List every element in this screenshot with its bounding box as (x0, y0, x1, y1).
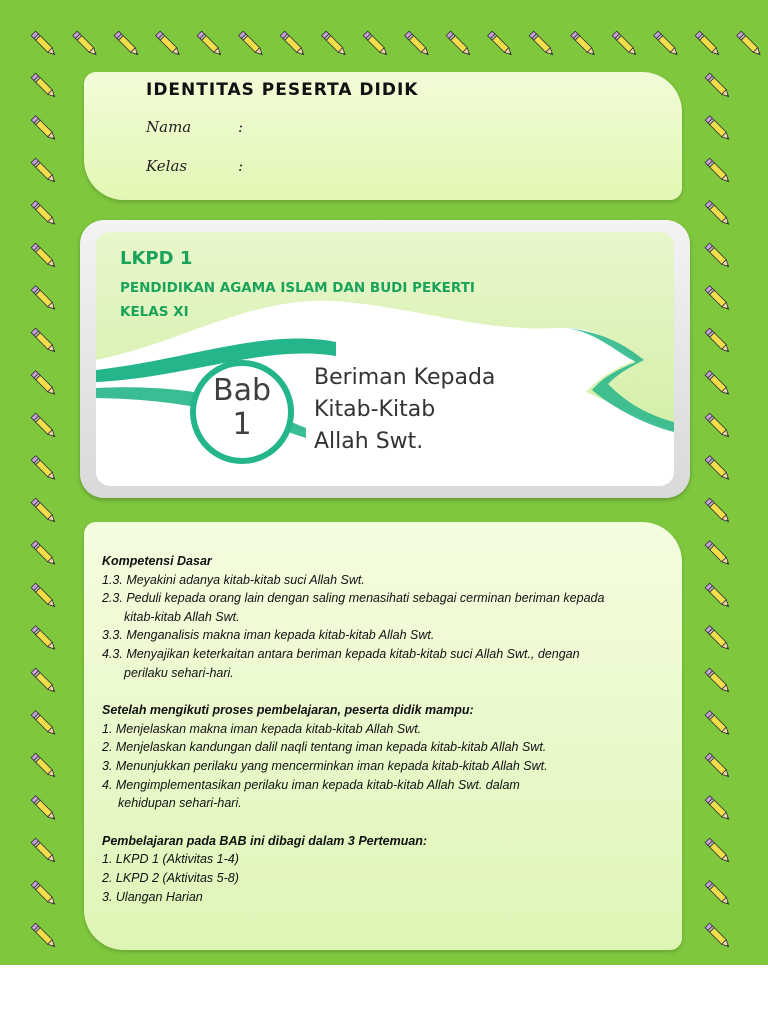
meeting-item: 1. LKPD 1 (Aktivitas 1-4) (102, 852, 239, 867)
meeting-item: 2. LKPD 2 (Aktivitas 5-8) (102, 870, 239, 885)
pencil-icon (695, 31, 721, 57)
pencil-icon (705, 456, 731, 482)
pencil-icon (705, 328, 731, 354)
pencil-icon (31, 286, 57, 312)
pencil-icon (31, 73, 57, 99)
pencil-icon (31, 243, 57, 269)
goal-item-continuation: kehidupan sehari-hari. (118, 796, 242, 811)
pencil-icon (239, 31, 265, 57)
kd-item: 2.3. Peduli kepada orang lain dengan saling menasihati sebagai cerminan beriman kepada (102, 591, 605, 606)
goal-item: 4. Mengimplementasikan perilaku iman kepada kitab-kitab Allah Swt. dalam (102, 777, 520, 792)
kd-item-continuation: perilaku sehari-hari. (124, 665, 234, 680)
pencil-icon (197, 31, 223, 57)
pencil-icon (705, 753, 731, 779)
chapter-badge (190, 360, 294, 464)
pencil-icon (446, 31, 472, 57)
lkpd-number: LKPD 1 (120, 248, 193, 269)
pencil-icon (737, 31, 763, 57)
spacer (102, 682, 662, 701)
pencil-icon (31, 923, 57, 949)
pencil-icon (31, 371, 57, 397)
pencil-icon (705, 498, 731, 524)
goal-item: 1. Menjelaskan makna iman kepada kitab-kitab Allah Swt. (102, 721, 422, 736)
name-label: Nama (146, 118, 192, 136)
pencil-icon (705, 243, 731, 269)
pencil-icon (31, 498, 57, 524)
identity-title: IDENTITAS PESERTA DIDIK (146, 80, 419, 100)
pencil-icon (705, 116, 731, 142)
spacer (102, 813, 662, 832)
kd-item: 3.3. Menganalisis makna iman kepada kitab-kitab Allah Swt. (102, 628, 435, 643)
pencil-icon (705, 583, 731, 609)
meeting-item: 3. Ulangan Harian (102, 889, 203, 904)
pencil-icon (705, 286, 731, 312)
pencil-icon (156, 31, 182, 57)
pencil-icon (31, 201, 57, 227)
meetings-heading: Pembelajaran pada BAB ini dibagi dalam 3 Pertemuan: (102, 833, 428, 848)
cover-banner (96, 232, 674, 486)
chapter-badge-word: Bab (212, 373, 271, 408)
chapter-title (314, 362, 495, 458)
chapter-title-line: Allah Swt. (314, 429, 424, 454)
pencil-icon (31, 838, 57, 864)
chapter-cover (80, 220, 690, 498)
pencil-icon (31, 711, 57, 737)
pencil-icon (31, 796, 57, 822)
kd-item: 4.3. Menyajikan keterkaitan antara beriman kepada kitab-kitab suci Allah Swt., dengan (102, 646, 580, 661)
pencil-icon (363, 31, 389, 57)
class-colon: : (238, 157, 244, 175)
pencil-icon (705, 668, 731, 694)
pencil-icon (571, 31, 597, 57)
chapter-title-line: Beriman Kepada (314, 365, 496, 390)
goal-item: 2. Menjelaskan kandungan dalil naqli tentang iman kepada kitab-kitab Allah Swt. (102, 740, 547, 755)
pencil-icon (612, 31, 638, 57)
pencil-icon (705, 796, 731, 822)
pencil-icon (31, 116, 57, 142)
learning-content (102, 552, 662, 906)
pencil-icon (73, 31, 99, 57)
pencil-icon (705, 73, 731, 99)
pencil-icon (529, 31, 555, 57)
pencil-icon (705, 626, 731, 652)
pencil-icon (405, 31, 431, 57)
pencil-icon (31, 583, 57, 609)
pencil-icon (31, 31, 57, 57)
pencil-icon (31, 158, 57, 184)
pencil-icon (488, 31, 514, 57)
pencil-icon (705, 158, 731, 184)
pencil-icon (705, 201, 731, 227)
pencil-icon (705, 838, 731, 864)
pencil-icon (31, 456, 57, 482)
pencil-icon (31, 413, 57, 439)
pencil-icon (705, 711, 731, 737)
pencil-icon (705, 371, 731, 397)
content-card (84, 522, 682, 950)
goal-item: 3. Menunjukkan perilaku yang mencerminkan iman kepada kitab-kitab Allah Swt. (102, 758, 548, 773)
pencil-icon (31, 626, 57, 652)
pencil-icon (114, 31, 140, 57)
kd-item-continuation: kitab-kitab Allah Swt. (124, 609, 240, 624)
pencil-icon (705, 413, 731, 439)
grade-level: KELAS XI (120, 304, 189, 320)
chapter-title-line: Kitab-Kitab (314, 397, 436, 422)
pencil-icon (31, 328, 57, 354)
chapter-badge-number: 1 (232, 407, 252, 442)
name-colon: : (238, 118, 244, 136)
pencil-icon (322, 31, 348, 57)
pencil-icon (31, 668, 57, 694)
kd-item: 1.3. Meyakini adanya kitab-kitab suci Allah Swt. (102, 572, 365, 587)
goals-heading: Setelah mengikuti proses pembelajaran, peserta didik mampu: (102, 703, 474, 718)
subject-name: PENDIDIKAN AGAMA ISLAM DAN BUDI PEKERTI (120, 280, 475, 296)
pencil-icon (31, 881, 57, 907)
kd-heading: Kompetensi Dasar (102, 554, 212, 568)
identity-card (84, 72, 682, 200)
pencil-icon (31, 541, 57, 567)
pencil-icon (654, 31, 680, 57)
class-label: Kelas (146, 157, 188, 175)
pencil-icon (31, 753, 57, 779)
pencil-icon (705, 881, 731, 907)
pencil-icon (705, 923, 731, 949)
pencil-icon (705, 541, 731, 567)
pencil-icon (280, 31, 306, 57)
